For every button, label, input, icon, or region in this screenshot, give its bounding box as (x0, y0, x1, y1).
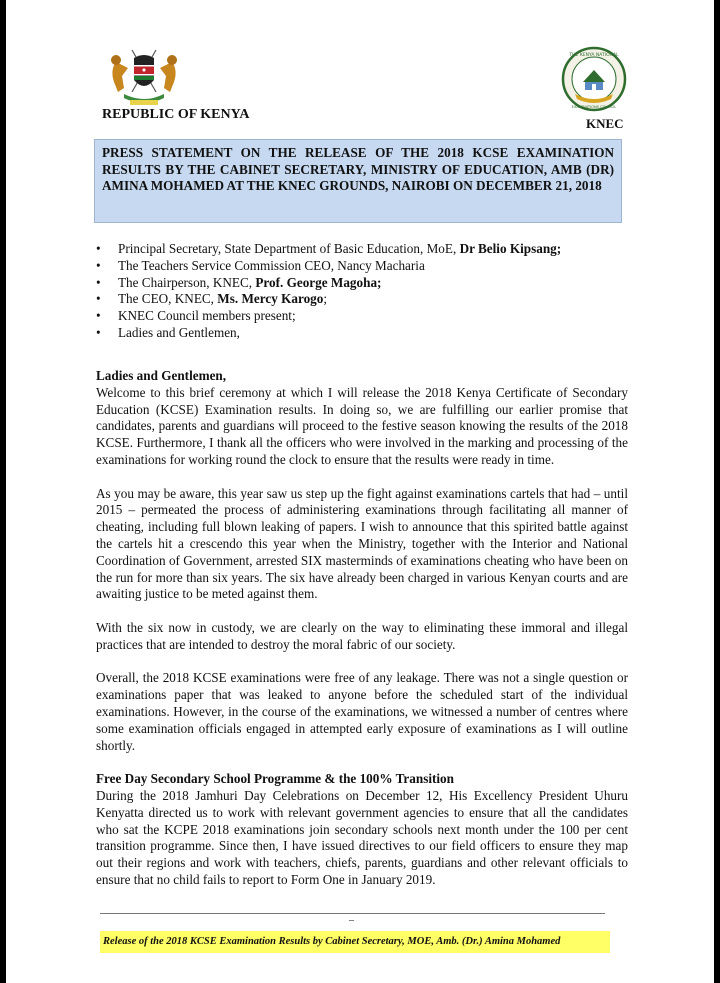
paragraph: During the 2018 Jamhuri Day Celebrations on December 12, His Excellency President Uhuru Kenyatta directed us to work with relevant government agencies to ensure that all the candidates who sat the KCPE 2018 examinations join secondary schools next month under the 100 per cent transition programme. Since then, I have issued directives to our field officers to ensure they map out their regions and work with teachers, chiefs, parents, guardians and other relevant officials to ensure that no child fails to report to Form One in January 2019. (96, 787, 628, 887)
section-heading: Free Day Secondary School Programme & the 100% Transition (96, 771, 454, 787)
paragraph: With the six now in custody, we are clearly on the way to eliminating these immoral and illegal practices that are intended to destroy the moral fabric of our society. (96, 619, 628, 652)
footer-divider (100, 913, 605, 914)
knec-label: KNEC (586, 116, 624, 131)
paragraph: Welcome to this brief ceremony at which I will release the 2018 Kenya Certificate of Secondary Education (KCSE) Examination results. In doing so, we are fulfilling our earlier promise that candidates, parents and guardians will proceed to the festive season knowing the results of the 2018 KCSE. Furthermore, I thank all the officers who were involved in the marking and processing of the examinations for working round the clock to ensure that the results were ready in time. (96, 384, 628, 467)
salutation-item: • The Teachers Service Commission CEO, Nancy Macharia (96, 258, 561, 275)
seal-text-bottom: EXAMINATIONS COUNCIL (571, 105, 617, 109)
republic-of-kenya-label: REPUBLIC OF KENYA (102, 107, 250, 122)
salutation-item: • Ladies and Gentlemen, (96, 325, 561, 342)
press-statement-title: PRESS STATEMENT ON THE RELEASE OF THE 2018 KCSE EXAMINATION RESULTS BY THE CABINET SECRETARY, MINISTRY OF EDUCATION, AMB (DR) AMINA MOHAMED AT THE KNEC GROUNDS, NAIROBI ON DECEMBER 21, 2018 (94, 139, 622, 223)
greeting-heading: Ladies and Gentlemen, (96, 368, 227, 383)
salutation-item: • The Chairperson, KNEC, Prof. George Magoha; (96, 275, 561, 292)
salutation-list (96, 241, 561, 342)
paragraph: As you may be aware, this year saw us step up the fight against examinations cartels that had – until 2015 – permeated the process of administering examinations through facilitating all manner of cheating, including full blown leaking of papers. I wish to announce that this spirited battle against the cartels hit a crescendo this year when the Ministry, together with the Interior and National Coordination of Government, arrested SIX masterminds of examinations cheating who have been on the run for more than six years. The six have already been charged in various Kenyan courts and are awaiting justice to be meted against them. (96, 485, 628, 602)
salutation-item: • Principal Secretary, State Department of Basic Education, MoE, Dr Belio Kipsang; (96, 241, 561, 258)
kenya-coat-of-arms-icon (102, 48, 186, 108)
paragraph: Overall, the 2018 KCSE examinations were free of any leakage. There was not a single question or examinations paper that was leaked to anyone before the scheduled start of the individual examinations. However, in the course of the examinations, we witnessed a number of centres where some examination officials engaged in attempted early exposure of examinations as I will outline shortly. (96, 670, 628, 753)
salutation-item: • KNEC Council members present; (96, 308, 561, 325)
page-marker: – (349, 915, 354, 926)
seal-text-top: THE KENYA NATIONAL (569, 53, 619, 58)
footer-banner: Release of the 2018 KCSE Examination Results by Cabinet Secretary, MOE, Amb. (Dr.) Amina Mohamed (100, 931, 610, 953)
statement-body (96, 368, 628, 906)
salutation-item: • The CEO, KNEC, Ms. Mercy Karogo; (96, 291, 561, 308)
document-page (6, 0, 714, 983)
knec-seal-icon (561, 46, 627, 112)
